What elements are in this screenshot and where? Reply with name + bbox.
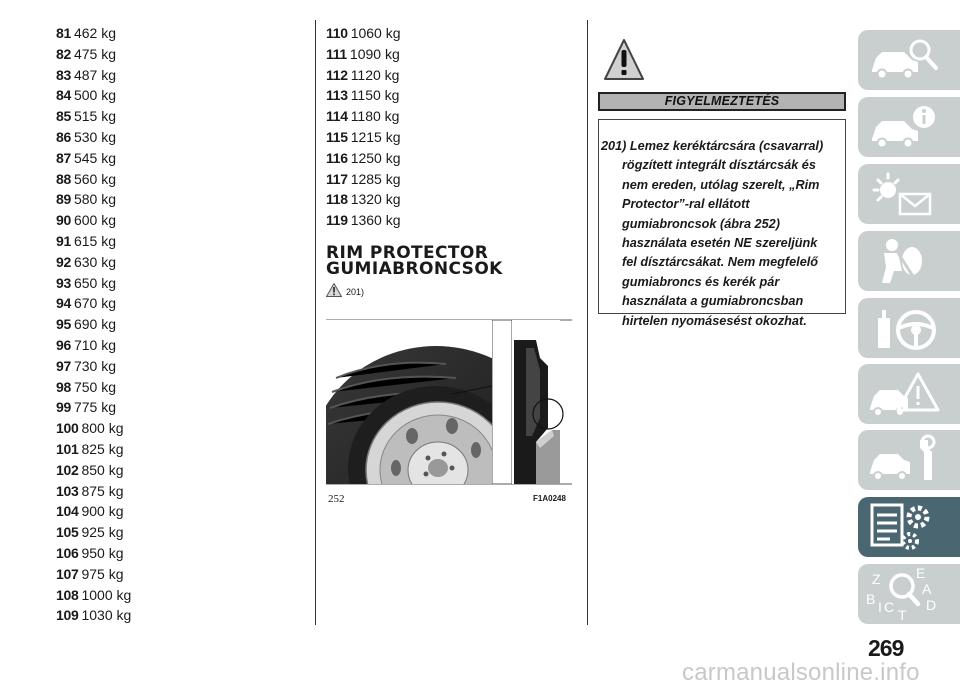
weight-row (56, 210, 296, 231)
load-weight: 730 kg (73, 357, 117, 374)
weight-row (56, 273, 296, 294)
load-weight: 1320 kg (350, 191, 401, 208)
load-weight: 515 kg (73, 108, 117, 125)
load-weight: 1000 kg (81, 586, 132, 603)
column-divider-1 (315, 20, 316, 625)
load-weight: 650 kg (73, 274, 117, 291)
tab-airbag-safety[interactable] (858, 231, 960, 291)
load-weight: 600 kg (73, 212, 117, 229)
figure-code: F1A0248 (533, 494, 566, 503)
load-index: 116 (326, 149, 348, 166)
weight-row (56, 127, 296, 148)
weight-row (326, 44, 576, 65)
load-index: 99 (56, 399, 71, 416)
load-weight: 1250 kg (350, 149, 401, 166)
load-weight: 630 kg (73, 253, 117, 270)
index-letter: T (898, 607, 907, 623)
load-weight: 530 kg (73, 128, 117, 145)
load-weight: 900 kg (81, 503, 124, 520)
index-letter: D (926, 597, 937, 613)
load-index: 94 (56, 295, 71, 312)
load-index: 83 (56, 66, 71, 83)
weight-row (326, 106, 576, 127)
weight-row (56, 564, 296, 585)
tab-car-maintenance[interactable] (858, 430, 960, 490)
index-letter: Z (872, 571, 881, 587)
weight-row (56, 418, 296, 439)
weight-row (56, 189, 296, 210)
technical-data-icon (858, 497, 960, 557)
weight-row (326, 127, 576, 148)
load-index: 109 (56, 607, 79, 624)
dashboard-lights-icon (858, 164, 960, 224)
load-weight: 1090 kg (349, 45, 400, 62)
load-index: 114 (326, 108, 348, 125)
load-weight: 1150 kg (350, 87, 400, 104)
load-weight: 615 kg (73, 232, 117, 249)
warning-text-line: nem ereden, utólag szerelt, „Rim (622, 177, 820, 192)
warning-reference-number: 201) (346, 287, 365, 297)
index-letter: B (866, 591, 876, 607)
load-weight: 580 kg (73, 191, 117, 208)
tab-dashboard-lights[interactable] (858, 164, 960, 224)
car-search-icon (858, 30, 960, 90)
warning-triangle-icon (603, 38, 645, 82)
load-index: 108 (56, 586, 79, 603)
weight-row (56, 397, 296, 418)
load-weight: 560 kg (73, 170, 117, 187)
weight-table-column-1 (56, 23, 296, 626)
watermark: carmanualsonline.info (682, 659, 920, 686)
load-weight: 950 kg (81, 544, 124, 561)
load-index: 107 (56, 565, 79, 582)
weight-row (56, 501, 296, 522)
warning-text-line: rögzített integrált dísztárcsák és (622, 158, 816, 173)
weight-row (56, 522, 296, 543)
load-weight: 500 kg (73, 87, 117, 104)
weight-row (326, 169, 576, 190)
load-weight: 1285 kg (350, 170, 401, 187)
warning-title-bar (598, 92, 846, 111)
weight-row (56, 439, 296, 460)
weight-row (326, 85, 576, 106)
warning-text-line: gumiabroncs és kerék pár (622, 274, 780, 289)
load-index: 115 (326, 128, 348, 145)
weight-row (326, 65, 576, 86)
car-maintenance-icon (858, 430, 960, 490)
weight-row (326, 148, 576, 169)
load-weight: 545 kg (73, 149, 117, 166)
load-index: 113 (326, 87, 348, 104)
car-info-icon (858, 97, 960, 157)
weight-row (326, 23, 576, 44)
load-index: 82 (56, 45, 71, 62)
load-index: 101 (56, 440, 79, 457)
warning-text (601, 137, 845, 331)
load-index: 105 (56, 524, 79, 541)
load-index: 87 (56, 149, 71, 166)
load-weight: 670 kg (73, 295, 117, 312)
load-weight: 775 kg (73, 399, 117, 416)
load-weight: 710 kg (73, 336, 117, 353)
load-index: 81 (56, 25, 71, 41)
load-index: 106 (56, 544, 79, 561)
weight-row (56, 44, 296, 65)
weight-row (56, 148, 296, 169)
load-index: 118 (326, 191, 348, 208)
warning-text-line: Protector”-ral ellátott (622, 197, 750, 212)
load-index: 95 (56, 316, 71, 333)
load-index: 104 (56, 503, 79, 520)
load-weight: 462 kg (73, 25, 117, 41)
load-index: 103 (56, 482, 79, 499)
load-weight: 800 kg (81, 420, 124, 437)
warning-text-line: használata a gumiabroncsban (622, 294, 804, 309)
load-index: 96 (56, 336, 71, 353)
warning-text-line: fel dísztárcsákat. Nem megfelelő (622, 255, 819, 270)
tab-technical-data[interactable] (858, 497, 960, 557)
load-weight: 975 kg (81, 565, 124, 582)
load-weight: 875 kg (81, 482, 124, 499)
load-weight: 487 kg (73, 66, 117, 83)
weight-row (56, 335, 296, 356)
weight-row (56, 605, 296, 626)
weight-row (56, 377, 296, 398)
weight-row (56, 356, 296, 377)
index-letter: I (878, 599, 882, 615)
load-index: 86 (56, 128, 71, 145)
load-weight: 1030 kg (81, 607, 132, 624)
weight-row (56, 543, 296, 564)
weight-row (56, 169, 296, 190)
load-index: 100 (56, 420, 79, 437)
load-index: 110 (326, 25, 348, 41)
car-warning-icon (858, 364, 960, 424)
load-index: 97 (56, 357, 71, 374)
load-weight: 475 kg (73, 45, 117, 62)
tab-car-info[interactable] (858, 97, 960, 157)
load-weight: 1215 kg (350, 128, 401, 145)
airbag-safety-icon (858, 231, 960, 291)
load-index: 84 (56, 87, 71, 104)
warning-text-line: hirtelen nyomásesést okozhat. (622, 313, 807, 328)
weight-row (56, 252, 296, 273)
index-alphabet-icon (858, 564, 960, 624)
load-index: 102 (56, 461, 79, 478)
load-index: 119 (326, 212, 348, 229)
weight-row (56, 460, 296, 481)
load-weight: 750 kg (73, 378, 117, 395)
tab-alphabetical-index[interactable] (858, 564, 960, 624)
load-index: 98 (56, 378, 71, 395)
load-weight: 1180 kg (350, 108, 400, 125)
warning-title: FIGYELMEZTETÉS (600, 94, 844, 109)
load-index: 91 (56, 232, 71, 249)
figure-number: 252 (328, 493, 345, 505)
warning-text-line: 201) Lemez keréktárcsára (csavarral) (601, 139, 824, 153)
weight-row (56, 231, 296, 252)
weight-row (326, 210, 576, 231)
section-title: RIM PROTECTOR GUMIABRONCSOK (326, 243, 503, 279)
load-index: 92 (56, 253, 71, 270)
load-weight: 850 kg (81, 461, 124, 478)
load-weight: 825 kg (81, 440, 124, 457)
weight-row (326, 189, 576, 210)
load-index: 93 (56, 274, 71, 291)
weight-row (56, 481, 296, 502)
load-weight: 690 kg (73, 316, 117, 333)
rim-protector-illustration (326, 318, 572, 508)
warning-text-line: gumiabroncsok (ábra 252) (622, 216, 780, 231)
load-weight: 1060 kg (350, 25, 401, 41)
tab-car-search[interactable] (858, 30, 960, 90)
weight-row (56, 293, 296, 314)
load-index: 117 (326, 170, 348, 187)
index-letter: E (916, 565, 926, 581)
load-index: 85 (56, 108, 71, 125)
weight-row (56, 585, 296, 606)
tab-car-warning[interactable] (858, 364, 960, 424)
weight-table-column-2 (326, 23, 576, 231)
load-index: 88 (56, 170, 71, 187)
load-index: 111 (326, 45, 347, 62)
load-weight: 1360 kg (350, 212, 401, 229)
weight-row (56, 23, 296, 44)
weight-row (56, 106, 296, 127)
load-weight: 925 kg (81, 524, 124, 541)
weight-row (56, 314, 296, 335)
load-index: 112 (326, 66, 348, 83)
tab-steering-wheel[interactable] (858, 298, 960, 358)
page-number: 269 (868, 635, 904, 661)
index-letter: A (922, 581, 932, 597)
steering-wheel-icon (858, 298, 960, 358)
column-divider-2 (587, 20, 588, 625)
warning-text-line: használata esetén NE szereljünk (622, 236, 818, 251)
load-weight: 1120 kg (350, 66, 400, 83)
warning-reference (326, 283, 364, 297)
load-index: 90 (56, 212, 71, 229)
small-warning-icon (326, 283, 342, 297)
load-index: 89 (56, 191, 71, 208)
weight-row (56, 65, 296, 86)
weight-row (56, 85, 296, 106)
index-letter: C (884, 599, 895, 615)
